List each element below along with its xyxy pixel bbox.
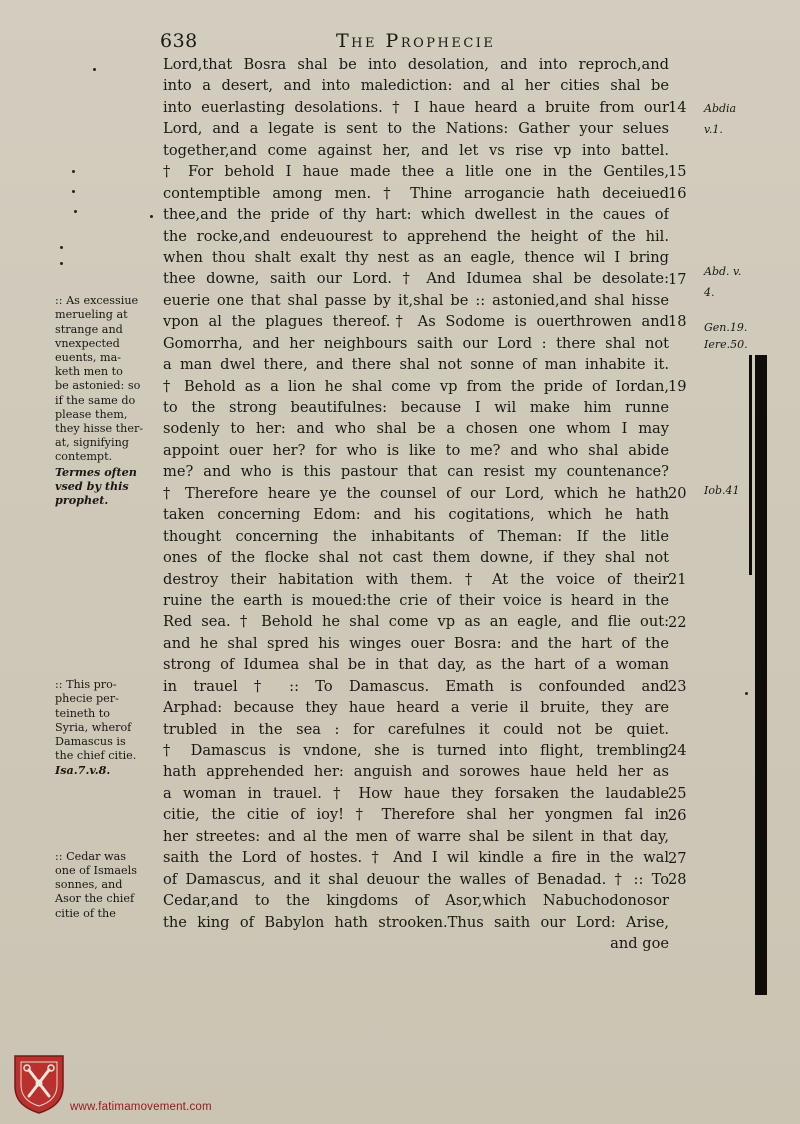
verse-number: 20 (668, 485, 687, 502)
verse-number: 26 (668, 806, 687, 824)
footer-url[interactable]: www.fatimamovement.com (70, 1101, 212, 1113)
text-line: strong of Idumea shal be in that day, as the hart of a woman (163, 656, 669, 674)
text-line: in trauel † :: To Damascus. Emath is confounded and (163, 677, 669, 695)
cross-reference: v.1. (704, 123, 723, 137)
margin-note-line: euents, ma- (55, 351, 122, 365)
text-line: trubled in the sea : for carefulnes it could not be quiet. (163, 720, 669, 738)
verse-number: 19 (668, 377, 687, 395)
running-title: The Prophecie (336, 30, 496, 52)
papal-seal-icon (12, 1052, 66, 1114)
cross-reference: Gen.19. (704, 320, 748, 334)
ink-speck (60, 262, 63, 265)
text-line: a woman in trauel. † How haue they forsaken the laudable (163, 784, 669, 802)
margin-note (55, 294, 155, 507)
margin-note-line: Damascus is (55, 735, 126, 748)
text-line: sodenly to her: and who shal be a chosen one whom I may (163, 420, 669, 438)
text-line: vpon al the plagues thereof.† As Sodome is ouerthrowen and (163, 313, 669, 331)
text-line: ruine the earth is moued:the crie of their voice is heard in the (163, 591, 669, 609)
cross-reference: Iob.41 (704, 483, 740, 497)
text-line: into euerlasting desolations. † I haue heard a bruite from our (163, 98, 669, 116)
margin-note-line: sonnes, and (55, 878, 123, 892)
margin-note-line: the chief citie. (55, 749, 137, 763)
scan-edge-bar (755, 355, 767, 995)
text-line: † Damascus is vndone, she is turned into flight, trembling (163, 742, 669, 759)
margin-note-line: teineth to (55, 706, 111, 720)
ink-speck (60, 246, 63, 249)
margin-note-line: citie of the (55, 906, 116, 920)
verse-number: 27 (668, 849, 687, 867)
text-line: Cedar,and to the kingdoms of Asor,which Nabuchodonosor (163, 892, 669, 910)
page-header (160, 30, 680, 54)
verse-number: 22 (668, 613, 687, 631)
margin-note-line: please them, (55, 407, 128, 421)
margin-note-line: :: As excessiue (55, 294, 139, 308)
margin-note-line: be astonied: so (55, 379, 141, 393)
text-line: Lord, and a legate is sent to the Nations: Gather your selues (163, 120, 669, 138)
text-line: to the strong beautifulnes: because I wil make him runne (163, 399, 669, 416)
page-number: 638 (160, 30, 198, 52)
text-line: hath apprehended her: anguish and sorowes haue held her as (163, 763, 669, 781)
text-line: when thou shalt exalt thy nest as an eagle, thence wil I bring (163, 248, 669, 266)
text-line: me? and who is this pastour that can resist my countenance? (163, 463, 669, 481)
verse-number: 23 (668, 678, 687, 696)
margin-note-line: strange and (55, 322, 123, 336)
ink-speck (150, 215, 153, 218)
verse-number: 21 (668, 570, 687, 588)
text-line: her streetes: and al the men of warre shal be silent in that day, (163, 827, 669, 845)
margin-note-reference: prophet. (55, 493, 109, 508)
text-line: euerie one that shal passe by it,shal be :: astonied,and shal hisse (163, 291, 669, 309)
margin-note-line: keth men to (55, 365, 123, 379)
text-line: citie, the citie of ioy! † Therefore shal her yongmen fal in (163, 806, 669, 824)
margin-note-line: if the same do (55, 393, 136, 407)
text-line: of Damascus, and it shal deuour the walles of Benadad. † :: To (163, 870, 669, 888)
text-line: Gomorrha, and her neighbours saith our Lord : there shal not (163, 334, 669, 352)
cross-reference: Abdia (704, 101, 737, 115)
text-line: saith the Lord of hostes. † And I wil kindle a fire in the wal (163, 849, 669, 867)
margin-note-reference: Isa.7.v.8. (55, 763, 111, 778)
text-line: † Behold as a lion he shal come vp from the pride of Iordan, (163, 377, 669, 395)
margin-note-line: phecie per- (55, 692, 119, 706)
ink-speck (72, 170, 75, 173)
cross-reference: 4. (704, 286, 715, 300)
margin-note-line: contempt. (55, 450, 113, 464)
verse-number: 15 (668, 163, 687, 181)
margin-note-line: they hisse ther- (55, 422, 144, 436)
text-line: † For behold I haue made thee a litle one in the Gentiles, (163, 163, 669, 181)
margin-note-line: at, signifying (55, 436, 129, 450)
margin-note-line: vnexpected (55, 336, 120, 350)
ink-speck (745, 692, 748, 695)
text-line: the rocke,and endeuourest to apprehend the height of the hil. (163, 227, 669, 245)
text-line: thought concerning the inhabitants of Theman: If the litle (163, 527, 669, 545)
cross-reference: Abd. v. (704, 264, 742, 278)
text-line: together,and come against her, and let vs rise vp into battel. (163, 141, 669, 159)
margin-note-line: :: Cedar was (55, 849, 126, 863)
margin-note-reference: Termes often (55, 464, 137, 479)
text-line: thee,and the pride of thy hart: which dwellest in the caues of (163, 206, 669, 224)
verse-number: 18 (668, 313, 687, 331)
text-line: into a desert, and into malediction: and al her cities shal be (163, 77, 669, 95)
text-line: Arphad: because they haue heard a verie il bruite, they are (163, 699, 669, 717)
main-text-column (163, 54, 669, 954)
text-line: and goe (610, 934, 669, 952)
margin-note-line: Syria, wherof (55, 720, 132, 734)
margin-note-reference: vsed by this (55, 478, 129, 493)
text-line: thee downe, saith our Lord. † And Idumea shal be desolate: (163, 270, 669, 288)
margin-note-line: merueling at (55, 308, 128, 322)
text-line: destroy their habitation with them. † At the voice of their (163, 570, 669, 588)
text-line: appoint ouer her? for who is like to me? and who shal abide (163, 441, 669, 459)
margin-note-line: Asor the chief (55, 892, 135, 906)
text-line: the king of Babylon hath strooken.Thus saith our Lord: Arise, (163, 913, 669, 931)
ink-speck (93, 68, 96, 71)
text-line: and he shal spred his winges ouer Bosra: and the hart of the (163, 634, 669, 652)
cross-reference: Iere.50. (704, 337, 748, 351)
verse-number: 25 (668, 785, 687, 803)
margin-rule (749, 355, 752, 575)
margin-note (55, 678, 155, 777)
text-line: contemptible among men. † Thine arrogancie hath deceiued (163, 184, 669, 202)
verse-number: 28 (668, 871, 687, 889)
margin-note (55, 850, 155, 921)
text-line: taken concerning Edom: and his cogitations, which he hath (163, 506, 669, 524)
margin-note-line: one of Ismaels (55, 863, 137, 877)
verse-number: 17 (668, 270, 687, 288)
text-line: ones of the flocke shal not cast them downe, if they shal not (163, 549, 669, 567)
ink-speck (74, 210, 77, 213)
text-line: a man dwel there, and there shal not sonne of man inhabite it. (163, 356, 669, 374)
verse-number: 24 (668, 742, 687, 760)
text-line: Red sea. † Behold he shal come vp as an eagle, and flie out: (163, 613, 669, 631)
margin-note-line: :: This pro- (55, 678, 117, 692)
ink-speck (72, 190, 75, 193)
text-line: Lord,that Bosra shal be into desolation, and into reproch,and (163, 56, 669, 73)
verse-number: 14 (668, 98, 687, 116)
verse-number: 16 (668, 184, 687, 202)
text-line: † Therefore heare ye the counsel of our Lord, which he hath (163, 484, 669, 502)
